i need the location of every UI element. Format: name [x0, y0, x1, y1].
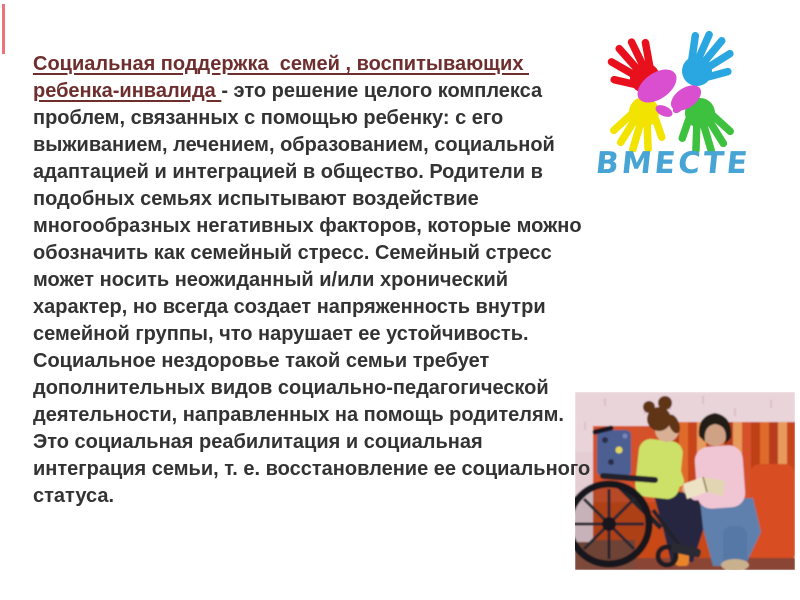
logo-caption: ВМЕСТЕ — [594, 146, 752, 181]
main-text — [33, 51, 596, 510]
four-hands-icon — [588, 12, 758, 152]
blue-hand-icon — [675, 29, 739, 96]
together-logo — [588, 12, 758, 196]
body-text: - это решение целого комплекса проблем, связанных с помощью ребенку: с его выживанием, лечением, образованием, социальной адаптацией и интеграцией в общество. Родители в подобных семьях испытывают воздействие многообразных негативных факторов, которые можно обозначить как семейный стресс. Семейный стресс может носить неожиданный и/или хронический характер, но всегда создает напряженность внутри семейной группы, что нарушает ее устойчивость. Социальное нездоровье такой семьи требует дополнительных видов социально-педагогической деятельности, направленных на помощь родителям. Это социальная реабилитация и социальная интеграция семьи, т. е. восстановление ее социального статуса. — [33, 80, 596, 507]
photo-illustration — [575, 392, 795, 570]
wheelchair-photo — [575, 392, 795, 570]
highlighted-title-text: Социальная поддержка семей , воспитывающих ребенка-инвалида — [33, 53, 530, 102]
slide-edge-mark — [2, 4, 5, 54]
